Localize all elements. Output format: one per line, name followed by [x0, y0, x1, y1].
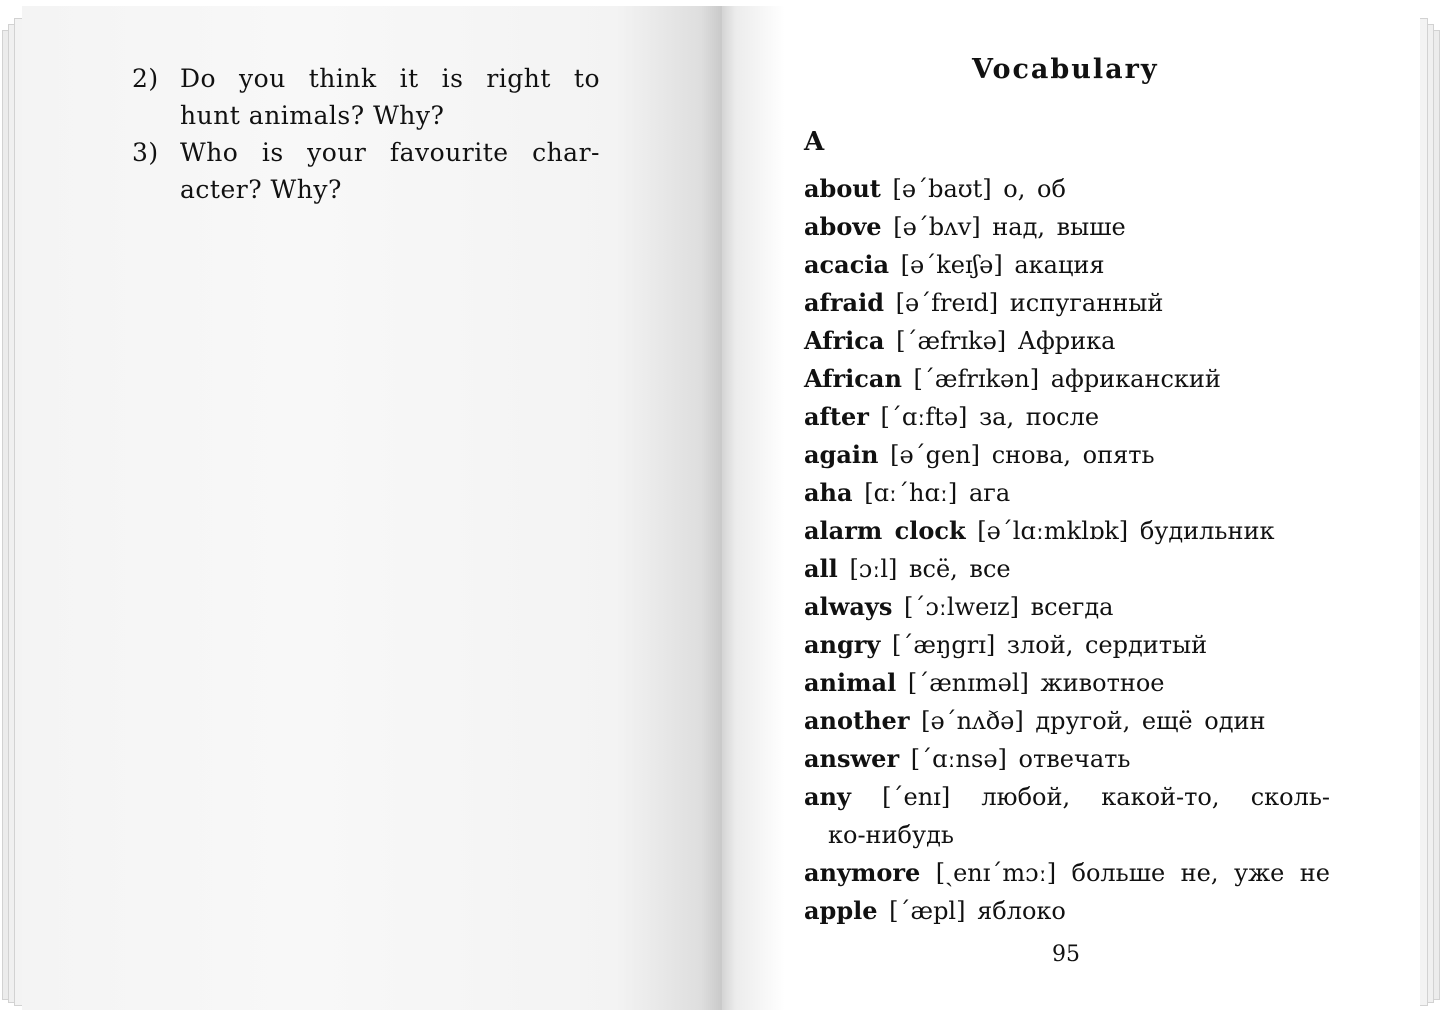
vocabulary-entry	[804, 170, 1066, 208]
vocabulary-entry	[804, 588, 1113, 626]
entry-transcription: [ə΄lɑːmklɒk]	[977, 517, 1129, 545]
left-page	[22, 6, 723, 1010]
entry-transcription: [΄ænɪməl]	[907, 669, 1029, 697]
entry-translation: снова, опять	[991, 441, 1155, 469]
vocabulary-entry	[804, 398, 1099, 436]
entry-transcription: [΄ɑːnsə]	[910, 745, 1007, 773]
entry-word: anymore	[804, 858, 921, 887]
entry-translation: отвечать	[1018, 745, 1131, 773]
entry-translation: любой, какой-то, сколь-	[981, 783, 1330, 811]
question-number: 2)	[132, 64, 159, 93]
vocabulary-entry	[804, 892, 1066, 930]
entry-word: answer	[804, 744, 900, 773]
entry-transcription: [΄ɔːlweɪz]	[903, 593, 1019, 621]
entry-translation: Африка	[1017, 327, 1116, 355]
entry-word: about	[804, 174, 881, 203]
entry-word: African	[804, 364, 902, 393]
entry-translation: больше не, уже не	[1071, 859, 1330, 887]
entry-word: always	[804, 592, 893, 621]
entry-word: again	[804, 440, 879, 469]
vocabulary-entry	[804, 360, 1221, 398]
entry-word: Africa	[804, 326, 885, 355]
entry-word: aha	[804, 478, 853, 507]
vocabulary-entry	[804, 740, 1131, 778]
entry-word: any	[804, 782, 851, 811]
entry-translation: африканский	[1050, 365, 1221, 393]
entry-word: angry	[804, 630, 881, 659]
vocabulary-entry	[804, 854, 1330, 892]
entry-transcription: [΄æfrɪkən]	[913, 365, 1040, 393]
vocabulary-entry	[804, 246, 1105, 284]
entry-word: alarm clock	[804, 516, 966, 545]
entry-word: another	[804, 706, 910, 735]
vocabulary-entry	[804, 436, 1155, 474]
entry-word: apple	[804, 896, 878, 925]
entry-transcription: [΄ɑːftə]	[880, 403, 968, 431]
entry-transcription: [΄æŋgrɪ]	[892, 631, 996, 659]
question-text-line: acter? Why?	[180, 175, 342, 204]
entry-translation: яблоко	[977, 897, 1066, 925]
entry-translation: злой, сердитый	[1006, 631, 1208, 659]
entry-translation: акация	[1014, 251, 1105, 279]
entry-translation: над, выше	[992, 213, 1126, 241]
entry-translation: животное	[1040, 669, 1165, 697]
entry-transcription: [΄enɪ]	[882, 783, 951, 811]
entry-transcription: [΄æfrɪkə]	[896, 327, 1007, 355]
entry-word: all	[804, 554, 838, 583]
entry-transcription: [ɔːl]	[849, 555, 898, 583]
entry-transcription: [ˏenɪ΄mɔː]	[935, 859, 1057, 887]
vocabulary-entry	[804, 702, 1265, 740]
vocabulary-entry	[804, 322, 1115, 360]
entry-word: acacia	[804, 250, 889, 279]
page-number: 95	[1052, 942, 1080, 967]
vocabulary-entry	[804, 208, 1126, 246]
vocabulary-entry	[804, 284, 1163, 322]
right-page	[722, 6, 1420, 1010]
question-text-line: hunt animals? Why?	[180, 101, 445, 130]
entry-translation: ага	[968, 479, 1011, 507]
page-title: Vocabulary	[972, 54, 1159, 85]
vocabulary-entry	[804, 626, 1207, 664]
entry-word: animal	[804, 668, 897, 697]
entry-translation: другой, ещё один	[1035, 707, 1266, 735]
question-text-line: Do you think it is right to	[180, 64, 600, 93]
question-text-line: Who is your favourite char-	[180, 138, 600, 167]
entry-translation: о, об	[1003, 175, 1066, 203]
entry-transcription: [ə΄freɪd]	[895, 289, 999, 317]
vocabulary-entry	[804, 512, 1274, 550]
entry-translation: за, после	[979, 403, 1100, 431]
entry-translation: всегда	[1030, 593, 1114, 621]
entry-transcription: [ə΄gen]	[890, 441, 981, 469]
vocabulary-entry	[804, 778, 1330, 816]
entry-transcription: [ə΄bʌv]	[893, 213, 981, 241]
vocabulary-entry	[804, 664, 1165, 702]
entry-translation: всё, все	[909, 555, 1011, 583]
entry-transcription: [ə΄nʌðə]	[921, 707, 1024, 735]
entry-word: afraid	[804, 288, 884, 317]
entry-transcription: [ə΄keɪʃə]	[900, 251, 1003, 279]
entry-translation: будильник	[1139, 517, 1275, 545]
entry-translation-continuation: ко-нибудь	[828, 821, 954, 849]
section-letter: A	[804, 127, 825, 157]
entry-translation: испуганный	[1009, 289, 1164, 317]
vocabulary-entry	[804, 474, 1010, 512]
vocabulary-entry	[804, 550, 1011, 588]
entry-transcription: [ɑː΄hɑː]	[864, 479, 958, 507]
entry-transcription: [ə΄baʊt]	[892, 175, 992, 203]
entry-word: after	[804, 402, 869, 431]
entry-word: above	[804, 212, 882, 241]
entry-transcription: [΄æpl]	[889, 897, 966, 925]
question-number: 3)	[132, 138, 159, 167]
